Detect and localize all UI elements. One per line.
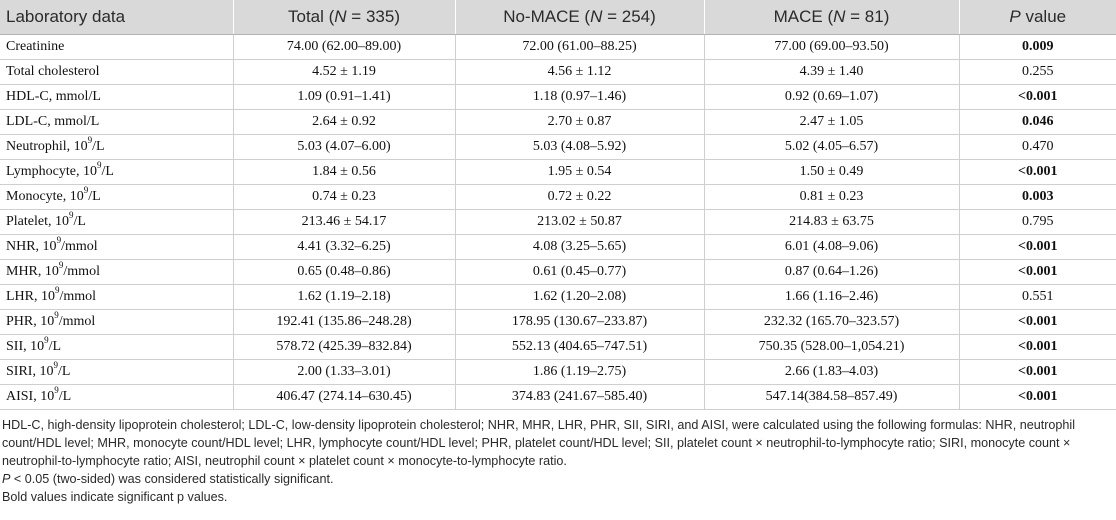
table-row [0,310,1116,335]
cell-total: 0.74 ± 0.23 [233,185,455,210]
cell-p-value: <0.001 [959,360,1116,385]
header-no-mace: No-MACE (N = 254) [455,0,704,35]
cell-p-value: 0.046 [959,110,1116,135]
cell-p-value: <0.001 [959,260,1116,285]
cell-total: 192.41 (135.86–248.28) [233,310,455,335]
cell-mace: 5.02 (4.05–6.57) [704,135,959,160]
cell-mace: 1.66 (1.16–2.46) [704,285,959,310]
cell-p-value: <0.001 [959,385,1116,410]
cell-total: 1.09 (0.91–1.41) [233,85,455,110]
cell-total: 578.72 (425.39–832.84) [233,335,455,360]
cell-mace: 4.39 ± 1.40 [704,60,959,85]
cell-no-mace: 0.72 ± 0.22 [455,185,704,210]
cell-mace: 0.87 (0.64–1.26) [704,260,959,285]
row-label: MHR, $10^9$/mmol [0,260,233,285]
cell-total: 2.64 ± 0.92 [233,110,455,135]
cell-p-value: 0.795 [959,210,1116,235]
table-row [0,110,1116,135]
row-label: SIRI, $10^9/L$ [0,360,233,385]
cell-total: 2.00 (1.33–3.01) [233,360,455,385]
table-row [0,335,1116,360]
cell-total: 4.41 (3.32–6.25) [233,235,455,260]
cell-p-value: 0.470 [959,135,1116,160]
cell-p-value: 0.551 [959,285,1116,310]
table-row [0,185,1116,210]
cell-total: 1.84 ± 0.56 [233,160,455,185]
table-row [0,260,1116,285]
table-row [0,360,1116,385]
cell-total: 0.65 (0.48–0.86) [233,260,455,285]
cell-mace: 1.50 ± 0.49 [704,160,959,185]
cell-total: 5.03 (4.07–6.00) [233,135,455,160]
row-label: Lymphocyte, $10^9/L$ [0,160,233,185]
cell-no-mace: 72.00 (61.00–88.25) [455,35,704,60]
row-label: Platelet, $10^9/L$ [0,210,233,235]
row-label: LDL-C, mmol/L [0,110,233,135]
table-row [0,85,1116,110]
cell-mace: 547.14(384.58–857.49) [704,385,959,410]
table-row [0,160,1116,185]
cell-p-value: <0.001 [959,335,1116,360]
footnote-bold-note: Bold values indicate significant p values. [2,490,228,504]
cell-p-value: <0.001 [959,85,1116,110]
cell-no-mace: 5.03 (4.08–5.92) [455,135,704,160]
row-label: AISI, $10^9/L$ [0,385,233,410]
header-mace: MACE (N = 81) [704,0,959,35]
cell-total: 213.46 ± 54.17 [233,210,455,235]
table-header-row [0,0,1116,35]
row-label: Creatinine [0,35,233,60]
cell-no-mace: 213.02 ± 50.87 [455,210,704,235]
cell-total: 4.52 ± 1.19 [233,60,455,85]
cell-no-mace: 0.61 (0.45–0.77) [455,260,704,285]
table-row [0,210,1116,235]
cell-no-mace: 178.95 (130.67–233.87) [455,310,704,335]
cell-no-mace: 552.13 (404.65–747.51) [455,335,704,360]
cell-mace: 2.47 ± 1.05 [704,110,959,135]
cell-no-mace: 1.95 ± 0.54 [455,160,704,185]
table-row [0,235,1116,260]
cell-no-mace: 2.70 ± 0.87 [455,110,704,135]
cell-mace: 750.35 (528.00–1,054.21) [704,335,959,360]
cell-mace: 0.81 ± 0.23 [704,185,959,210]
cell-total: 406.47 (274.14–630.45) [233,385,455,410]
cell-mace: 232.32 (165.70–323.57) [704,310,959,335]
cell-mace: 214.83 ± 63.75 [704,210,959,235]
cell-p-value: <0.001 [959,160,1116,185]
footnote-abbreviations: HDL-C, high-density lipoprotein cholesterol; LDL-C, low-density lipoprotein cholesterol; NHR, MHR, LHR, PHR, SII, SIRI, and AISI, were calculated using the following formulas: NHR, neutrophil count/HDL level; MHR, monocyte count/HDL level; LHR, lymphocyte count/HDL level; PHR, platelet count/HDL level; SII, platelet count × neutrophil-to-lymphocyte ratio; SIRI, monocyte count × neutrophil-to-lymphocyte ratio; AISI, neutrophil count × platelet count × monocyte-to-lymphocyte ratio. [2,418,1076,468]
cell-p-value: 0.255 [959,60,1116,85]
table-row [0,135,1116,160]
row-label: Total cholesterol [0,60,233,85]
cell-mace: 77.00 (69.00–93.50) [704,35,959,60]
row-label: Monocyte, $10^9/L$ [0,185,233,210]
row-label: NHR, $10^9$/mmol [0,235,233,260]
cell-no-mace: 4.56 ± 1.12 [455,60,704,85]
header-p-value: P value [959,0,1116,35]
cell-no-mace: 1.18 (0.97–1.46) [455,85,704,110]
table-row [0,285,1116,310]
cell-mace: 0.92 (0.69–1.07) [704,85,959,110]
cell-total: 74.00 (62.00–89.00) [233,35,455,60]
cell-mace: 6.01 (4.08–9.06) [704,235,959,260]
cell-p-value: 0.009 [959,35,1116,60]
cell-total: 1.62 (1.19–2.18) [233,285,455,310]
row-label: Neutrophil, $10^9/L$ [0,135,233,160]
cell-p-value: <0.001 [959,235,1116,260]
header-total: Total (N = 335) [233,0,455,35]
cell-no-mace: 1.62 (1.20–2.08) [455,285,704,310]
cell-no-mace: 374.83 (241.67–585.40) [455,385,704,410]
table-row [0,385,1116,410]
row-label: LHR, $10^9$/mmol [0,285,233,310]
row-label: HDL-C, mmol/L [0,85,233,110]
footnote-significance: P < 0.05 (two-sided) was considered statistically significant. [2,472,334,486]
table-footnotes [2,416,1114,506]
cell-no-mace: 1.86 (1.19–2.75) [455,360,704,385]
cell-p-value: <0.001 [959,310,1116,335]
cell-p-value: 0.003 [959,185,1116,210]
row-label: SII, $10^9/L$ [0,335,233,360]
cell-no-mace: 4.08 (3.25–5.65) [455,235,704,260]
row-label: PHR, $10^9$/mmol [0,310,233,335]
cell-mace: 2.66 (1.83–4.03) [704,360,959,385]
table-row [0,60,1116,85]
header-laboratory-data: Laboratory data [0,0,233,35]
table-row [0,35,1116,60]
